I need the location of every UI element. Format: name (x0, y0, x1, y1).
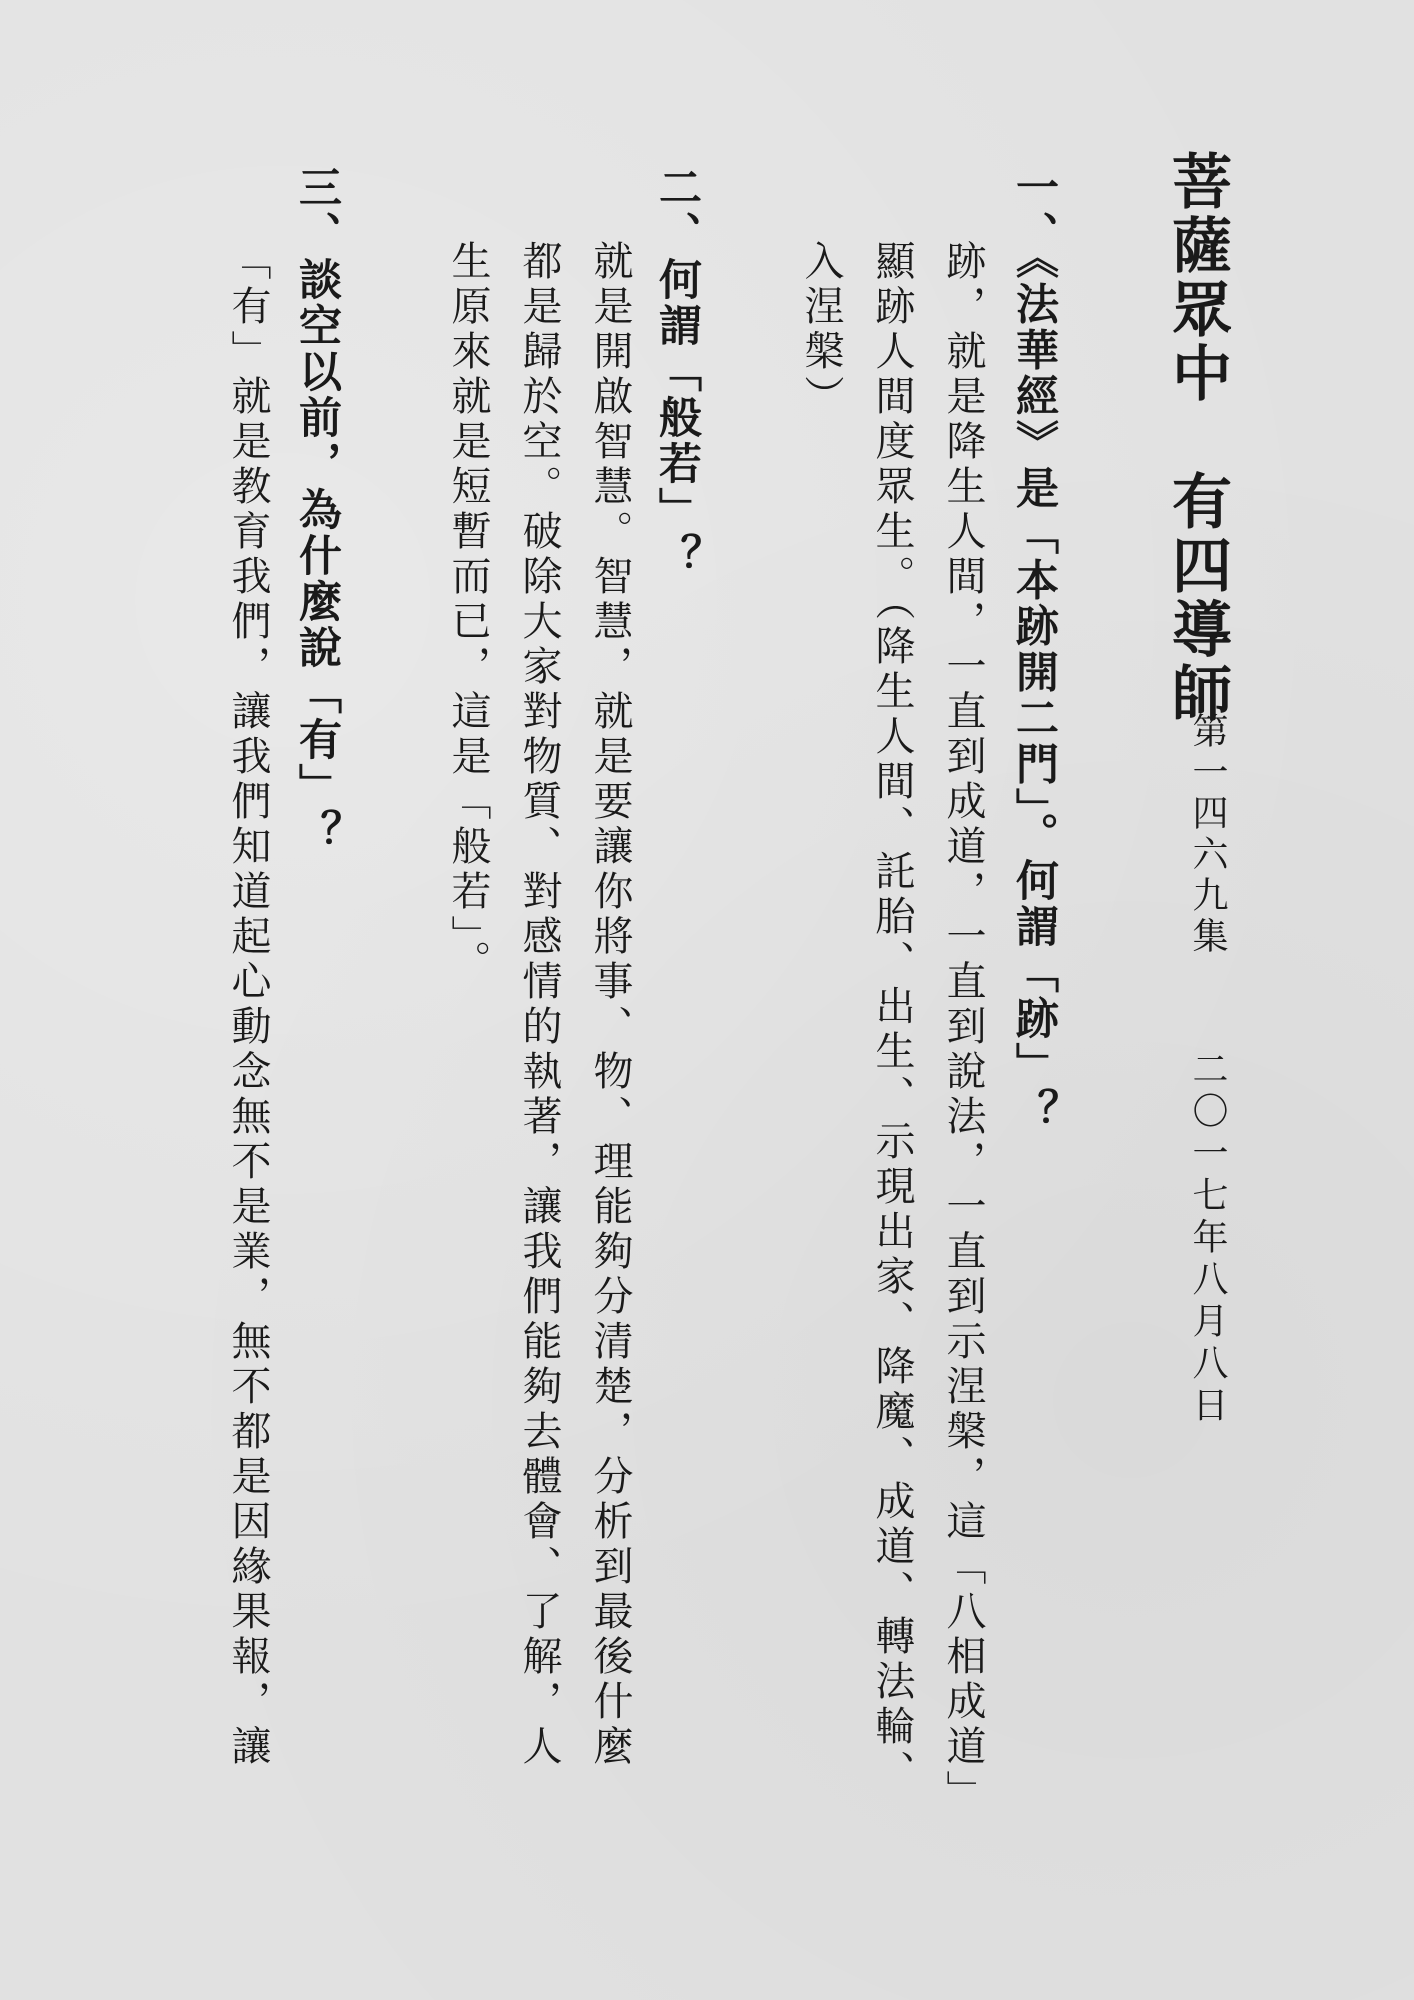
publication-date: 二〇一七年八月八日 (1187, 1050, 1228, 1428)
section-1-line-2: 顯跡人間度眾生。（降生人間、託胎、出生、示現出家、降魔、成道、轉法輪、 (869, 240, 915, 1795)
section-2-line-2: 都是歸於空。破除大家對物質、對感情的執著，讓我們能夠去體會、了解，人 (516, 240, 562, 1770)
section-2-heading: 二、何謂「般若」？ (652, 165, 702, 579)
section-2-line-1: 就是開啟智慧。智慧，就是要讓你將事、物、理能夠分清楚，分析到最後什麼 (587, 240, 633, 1770)
section-1-line-1: 跡，就是降生人間，一直到成道，一直到說法，一直到示涅槃，這「八相成道」 (940, 240, 986, 1815)
section-3-heading: 三、談空以前，為什麼說「有」？ (292, 165, 342, 855)
section-1-line-3: 入涅槃） (798, 240, 844, 420)
section-3-line-1: 「有」就是教育我們，讓我們知道起心動念無不是業，無不都是因緣果報，讓 (225, 240, 271, 1770)
section-1-heading: 一、《法華經》是「本跡開二門」。何謂「跡」？ (1009, 165, 1059, 1134)
page-title: 菩薩眾中 有四導師 (1162, 150, 1232, 726)
episode-number: 第一四六九集 (1187, 712, 1228, 958)
section-2-line-3: 生原來就是短暫而已，這是「般若」。 (445, 240, 491, 985)
